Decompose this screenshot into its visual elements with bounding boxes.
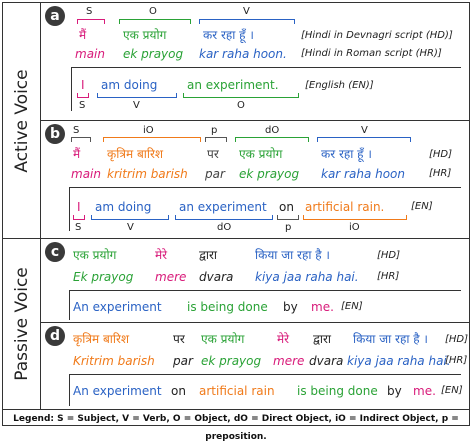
passive-voice-side	[3, 239, 41, 409]
active-voice-side	[3, 3, 41, 239]
object-bracket	[119, 19, 191, 24]
verb-bracket	[317, 137, 411, 142]
indirect-object-bracket-bottom	[303, 215, 407, 220]
hr-object: ek prayog	[201, 354, 262, 368]
hr-subject: mere	[273, 354, 305, 368]
panel-b	[41, 121, 469, 239]
object-role: O	[149, 6, 157, 17]
hd-by: द्वारा	[313, 332, 332, 346]
panel-a-badge: a	[45, 6, 65, 26]
en-indirect-object: artificial rain	[199, 384, 275, 398]
en-by: by	[283, 300, 298, 314]
verb-role: V	[243, 6, 250, 17]
hr-by: dvara	[199, 270, 234, 284]
hd-subject: मेरे	[277, 332, 290, 346]
subject-bracket	[77, 19, 105, 24]
hd-preposition: पर	[173, 332, 185, 346]
passive-voice-label: Passive Voice	[11, 267, 32, 381]
hr-tag: [Hindi in Roman script (HR)]	[301, 48, 442, 59]
object-bracket-bottom	[183, 93, 299, 98]
hd-preposition: पर	[207, 147, 219, 161]
en-preposition: on	[279, 200, 294, 214]
hr-object: ek prayog	[123, 47, 184, 61]
indirect-object-role: iO	[143, 125, 154, 136]
panel-c	[41, 239, 469, 323]
hr-indirect-object: kritrim barish	[107, 167, 188, 181]
verb-bracket-bottom	[97, 93, 177, 98]
hd-indirect-object: कृत्रिम बारिश	[73, 332, 130, 346]
panel-c-badge: c	[45, 242, 65, 262]
hd-subject: मैं	[79, 28, 87, 42]
hr-preposition: par	[205, 167, 225, 181]
hr-preposition: par	[173, 354, 193, 368]
indirect-object-bracket	[103, 137, 201, 142]
en-verb: is being done	[187, 300, 268, 314]
figure-frame	[2, 2, 470, 442]
hr-direct-object: ek prayog	[239, 167, 300, 181]
hd-tag: [Hindi in Devnagri script (HD)]	[301, 30, 453, 41]
separator-edge	[69, 187, 70, 231]
hd-tag: [HD]	[445, 334, 469, 345]
hd-verb: किया जा रहा है ।	[255, 248, 330, 262]
hr-verb: kiya jaa raha hai.	[255, 270, 359, 284]
en-tag: [EN]	[341, 301, 363, 312]
panel-d-badge: d	[45, 326, 65, 346]
hd-verb: कर रहा हूँ ।	[321, 147, 372, 161]
verb-bracket-bottom	[91, 215, 169, 220]
direct-object-role-bottom: dO	[217, 222, 232, 233]
hr-verb: kar raha hoon.	[199, 47, 287, 61]
en-object: An experiment	[73, 384, 162, 398]
subject-role-bottom: S	[75, 222, 82, 233]
separator-line	[69, 290, 461, 291]
separator-line	[69, 374, 461, 375]
verb-role: V	[361, 125, 368, 136]
hd-tag: [HD]	[429, 149, 453, 160]
hd-subject: मेरे	[155, 248, 168, 262]
separator-line	[69, 187, 461, 188]
hr-by: dvara	[309, 354, 344, 368]
panel-b-badge: b	[45, 124, 65, 144]
separator-line	[71, 67, 461, 68]
hd-direct-object: एक प्रयोग	[239, 147, 283, 161]
hd-indirect-object: कृत्रिम बारिश	[107, 147, 164, 161]
hr-tag: [HR]	[377, 271, 400, 282]
hr-object: Ek prayog	[73, 270, 134, 284]
hd-object: एक प्रयोग	[201, 332, 245, 346]
subject-role: S	[73, 125, 80, 136]
object-role-bottom: O	[237, 100, 245, 111]
active-voice-label: Active Voice	[11, 68, 32, 173]
hr-subject: mere	[155, 270, 187, 284]
separator-edge	[71, 67, 72, 111]
en-subject: me.	[311, 300, 334, 314]
hd-subject: मैं	[73, 147, 81, 161]
hd-tag: [HD]	[377, 250, 401, 261]
verb-role-bottom: V	[127, 222, 134, 233]
en-tag: [EN]	[411, 201, 433, 212]
en-direct-object: an experiment	[179, 200, 267, 214]
hr-tag: [HR]	[445, 355, 468, 366]
en-subject: I	[81, 78, 85, 92]
hd-object: एक प्रयोग	[123, 28, 167, 42]
en-subject: me.	[413, 384, 436, 398]
direct-object-role: dO	[265, 125, 280, 136]
preposition-bracket	[205, 137, 227, 142]
en-object: An experiment	[73, 300, 162, 314]
en-verb: is being done	[297, 384, 378, 398]
en-by: by	[387, 384, 402, 398]
subject-role: S	[86, 6, 93, 17]
direct-object-bracket-bottom	[175, 215, 273, 220]
en-subject: I	[77, 200, 81, 214]
hr-indirect-object: Kritrim barish	[73, 354, 155, 368]
preposition-role: p	[211, 125, 218, 136]
hd-verb: कर रहा हूँ ।	[203, 28, 254, 42]
preposition-bracket-bottom	[277, 215, 299, 220]
panel-d	[41, 323, 469, 409]
separator-edge	[69, 290, 70, 320]
hr-verb: kar raha hoon	[321, 167, 406, 181]
hd-object: एक प्रयोग	[73, 248, 117, 262]
subject-bracket-bottom	[73, 215, 85, 220]
hr-verb: kiya jaa raha hai.	[347, 354, 451, 368]
subject-bracket	[71, 137, 91, 142]
hd-by: द्वारा	[199, 248, 218, 262]
legend: Legend: S = Subject, V = Verb, O = Object, dO = Direct Object, iO = Indirect Object, p = preposition.	[3, 409, 469, 428]
direct-object-bracket	[235, 137, 309, 142]
en-tag: [English (EN)]	[305, 80, 374, 91]
en-object: an experiment.	[187, 78, 279, 92]
verb-role-bottom: V	[133, 100, 140, 111]
hr-subject: main	[75, 47, 105, 61]
preposition-role-bottom: p	[285, 222, 292, 233]
separator-edge	[69, 374, 70, 406]
subject-bracket-bottom	[77, 93, 89, 98]
hr-tag: [HR]	[429, 168, 452, 179]
panel-a	[41, 3, 469, 121]
verb-bracket	[199, 19, 295, 24]
en-verb: am doing	[101, 78, 158, 92]
subject-role-bottom: S	[79, 100, 86, 111]
en-indirect-object: artificial rain.	[305, 200, 385, 214]
hr-subject: main	[71, 167, 101, 181]
en-verb: am doing	[95, 200, 152, 214]
hd-verb: किया जा रहा है ।	[353, 332, 428, 346]
indirect-object-role-bottom: iO	[349, 222, 360, 233]
en-tag: [EN]	[441, 385, 463, 396]
en-preposition: on	[171, 384, 186, 398]
